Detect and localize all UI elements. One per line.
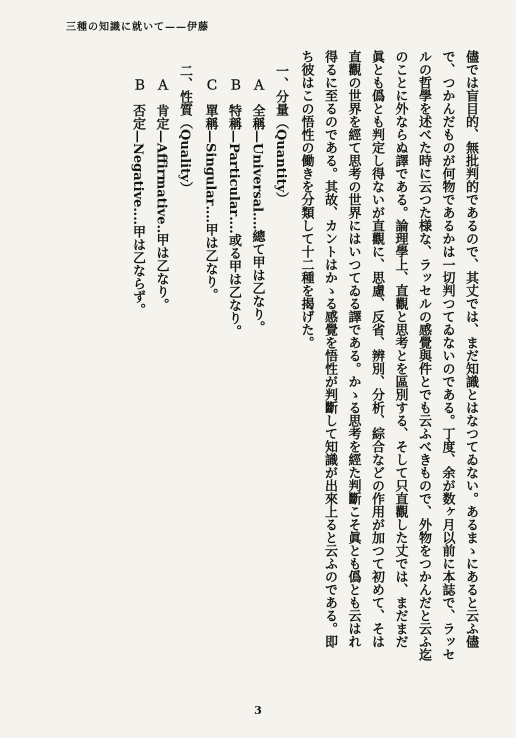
- list-item-2b: Ｂ 否定—Negative‥‥甲は乙ならず。: [130, 78, 145, 316]
- body-line-5: 眞とも僞とも判定し得ないが直觀に、思慮、反省、辨別、分析、綜合などの作用が加つて初めて、そは: [369, 50, 384, 648]
- list-item-1a: Ａ 全稱—Universal‥‥總て甲は乙なり。: [249, 78, 265, 334]
- running-header: 三種の知識に就いて——伊藤: [66, 22, 209, 33]
- vertical-text-block: [126, 50, 483, 686]
- body-line-3: ルの哲學を述べた時に云つた様な、ラッセルの感覺與件とでも云ふべきもので、外物をつかんだと云ふ迄: [416, 50, 431, 661]
- body-line-6: 直觀の世界を經て思考の世界にはいつてゐる譯である。かゝる思考を經た判斷こそ眞とも僞とも云はれ: [345, 50, 361, 648]
- body-line-2: で、つかんだものが何物であるかは一切判つてゐないのである。丁度、余が数ヶ月以前に本誌で、ラッセ: [439, 50, 455, 661]
- body-line-4: のことに外ならぬ譯である。論理學上、直觀と思考とを區別する、そして只直觀した丈では、まだまだ: [392, 50, 408, 648]
- list-item-2a: Ａ 肯定—Affirmative‥甲は乙なり。: [153, 78, 169, 312]
- list-item-1c: Ｃ 單稱—Singular‥‥甲は乙なり。: [202, 78, 218, 302]
- body-line-1: 儘では盲目的、無批判的であるので、其丈では、まだ知識とはなつてゐない。あるまゝにあると云ふ儘: [463, 50, 478, 648]
- section-2-heading: 二、性質（Quality）: [177, 64, 192, 195]
- body-line-8: ち彼はこの悟性の働きを分類して十二種を揭げた。: [298, 50, 314, 349]
- list-item-1b: Ｂ 特稱—Particular‥‥或る甲は乙なり。: [226, 78, 241, 338]
- page-number: 3: [254, 704, 262, 717]
- section-1-heading: 一、分量（Quantity）: [273, 64, 288, 206]
- body-line-7: 得るに至るのである。其故、カントはかゝる感覺を悟性が判斷して知識が出來上ると云ふのである。即: [322, 50, 337, 648]
